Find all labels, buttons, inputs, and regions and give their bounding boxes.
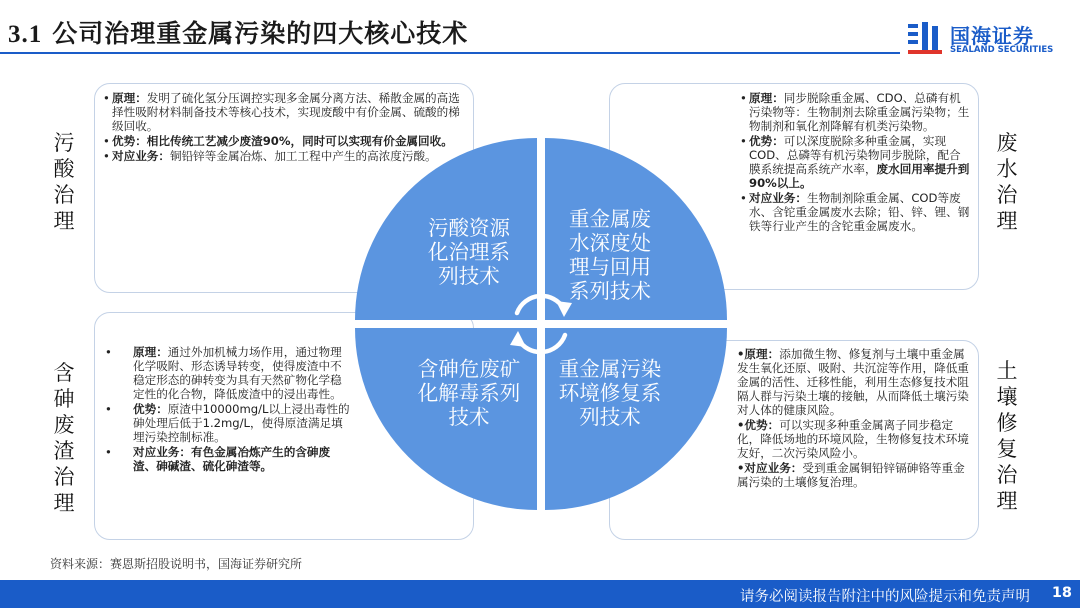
acid-advantage: • 优势：相比传统工艺减少废渣90%，同时可以实现有价金属回收。 — [103, 134, 465, 148]
soil-advantage: •优势：可以实现多种重金属离子同步稳定化，降低场地的环境风险，生物修复技术环境友好，二次污染风险小。 — [737, 418, 969, 460]
residue-category-label: 含 砷 废 渣 治 理 — [53, 361, 75, 515]
wastewater-category-label: 废 水 治 理 — [996, 131, 1018, 233]
soil-category-label: 土 壤 修 复 治 理 — [996, 359, 1018, 513]
logo-chinese-name: 国海证券 — [950, 24, 1034, 48]
page-title — [8, 14, 468, 50]
wastewater-advantage: • 优势：可以深度脱除多种重金属，实现COD、总磷等有机污染物同步脱除，配合膜系统提高系统产水率，废水回用率提升到90%以上。 — [740, 134, 970, 190]
footer-disclaimer: 请务必阅读报告附注中的风险提示和免责声明 — [740, 589, 1030, 605]
soil-business: •对应业务：受到重金属铜铅锌镉砷铬等重金属污染的土壤修复治理。 — [737, 461, 965, 489]
footer-bar — [0, 580, 1080, 608]
soil-technology-label: 重金属污染 环境修复系 列技术 — [558, 357, 662, 429]
residue-business: • 对应业务：有色金属冶炼产生的含砷废渣、砷碱渣、硫化砷渣等。 — [103, 445, 353, 473]
technology-quadrant-diagram — [350, 133, 732, 515]
sealand-logo — [906, 18, 1076, 62]
logo-english-name: SEALAND SECURITIES — [950, 45, 1054, 55]
wastewater-principle: • 原理：同步脱除重金属、CDO、总磷有机污染物等：生物制剂去除重金属污染物；生物制剂和氧化剂降解有机类污染物。 — [740, 91, 970, 133]
soil-principle: •原理：添加微生物、修复剂与土壤中重金属发生氧化还原、吸附、共沉淀等作用，降低重金属的活性、迁移性能，利用生态修复技术阻隔人群与污染土壤的接触，从而降低土壤污染对人体的健康风险。 — [737, 347, 969, 417]
acid-technology-label: 污酸资源 化治理系 列技术 — [428, 216, 510, 288]
page-number: 18 — [1051, 585, 1072, 601]
header-divider — [0, 52, 900, 54]
residue-technology-label: 含砷危废矿 化解毒系列 技术 — [417, 357, 521, 429]
source-note: 资料来源：赛恩斯招股说明书，国海证券研究所 — [50, 557, 303, 571]
wastewater-technology-label: 重金属废 水深度处 理与回用 系列技术 — [569, 207, 651, 303]
residue-principle: • 原理：通过外加机械力场作用，通过物理化学吸附、形态诱导转变，使得废渣中不稳定形态的砷转变为具有天然矿物化学稳定性的化合物，降低废渣中的浸出毒性。 — [103, 345, 353, 401]
sealand-logo-icon — [906, 18, 946, 58]
wastewater-business: • 对应业务：生物制剂除重金属、COD等废水、含铊重金属废水去除；铅、锌、锂、钢铁等行业产生的含铊重金属废水。 — [740, 191, 970, 233]
residue-advantage: • 优势：原渣中10000mg/L以上浸出毒性的砷处理后低于1.2mg/L，使得原渣满足填埋污染控制标准。 — [103, 402, 353, 444]
acid-principle: • 原理：发明了硫化氢分压调控实现多金属分离方法、稀散金属的高选择性吸附材料制备技术等核心技术，实现废酸中有价金属、硫酸的梯级回收。 — [103, 91, 465, 133]
title-text: 公司治理重金属污染的四大核心技术 — [52, 19, 469, 48]
acid-category-label: 污 酸 治 理 — [53, 131, 75, 233]
section-number: 3.1 — [8, 21, 43, 48]
acid-business: • 对应业务：铜铅锌等金属冶炼、加工工程中产生的高浓度污酸。 — [103, 149, 465, 163]
